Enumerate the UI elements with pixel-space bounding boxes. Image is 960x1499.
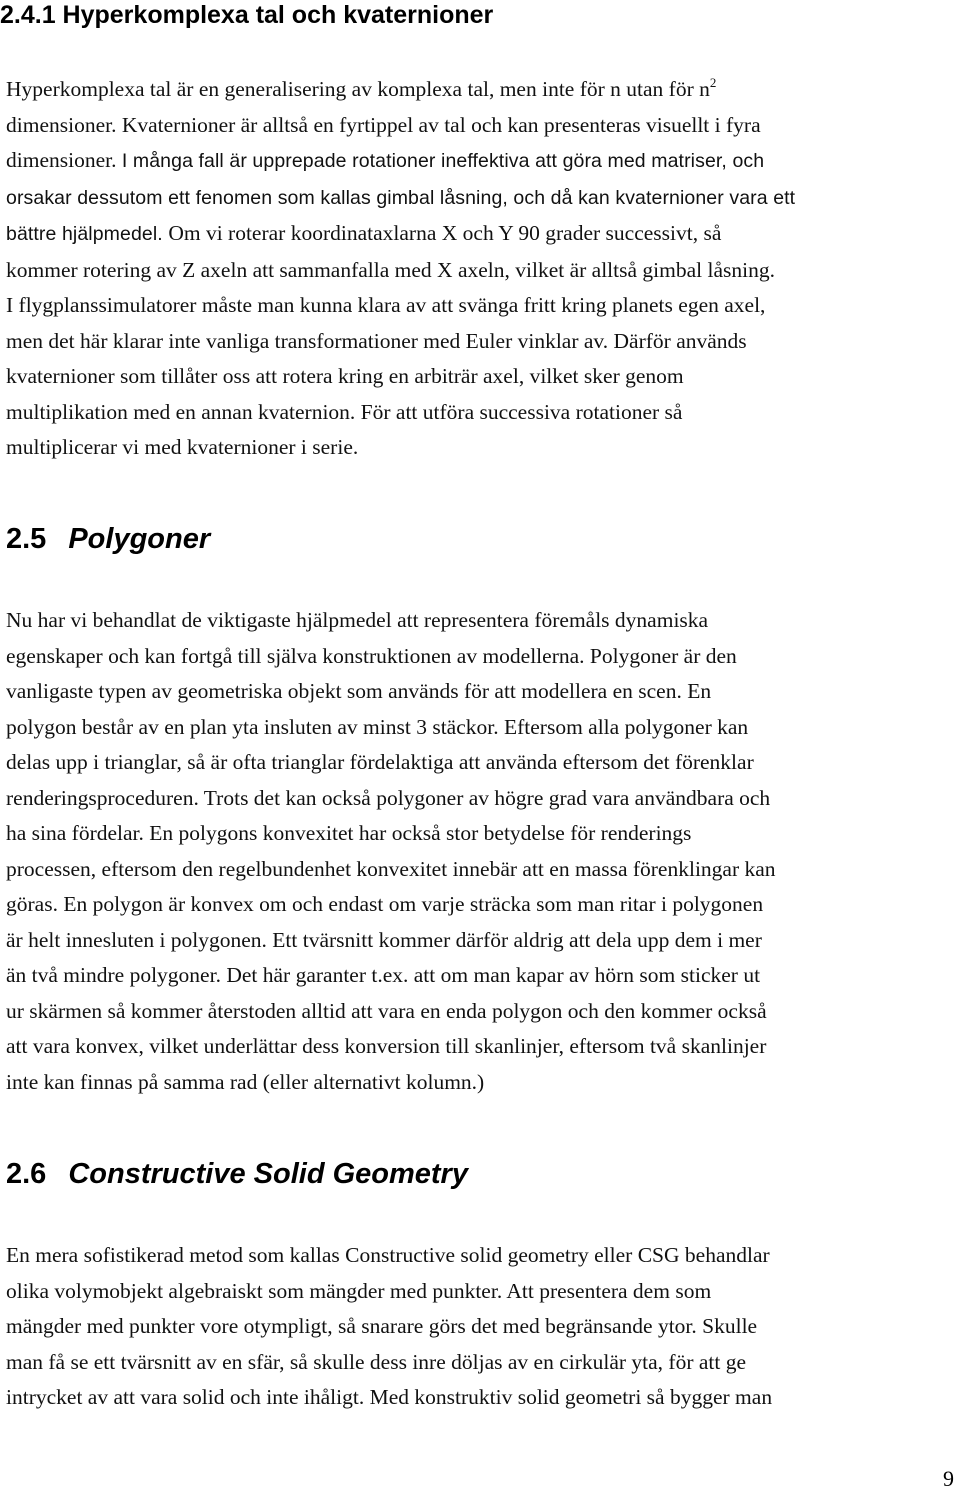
text-run: Hyperkomplexa tal är en generalisering av komplexa tal, men inte för n utan för n (6, 77, 710, 101)
text-line (6, 108, 950, 144)
paragraph-hyperkomplexa (6, 72, 950, 466)
text-line (6, 216, 950, 253)
text-line: göras. En polygon är konvex om och endast om varje sträcka som man ritar i polygonen (6, 892, 764, 916)
section-number: 2.6 (6, 1158, 47, 1190)
section-number: 2.5 (6, 523, 47, 555)
text-line (6, 288, 950, 324)
text-line: En mera sofistikerad metod som kallas Constructive solid geometry eller CSG behandlar (6, 1243, 770, 1267)
text-line: intrycket av att vara solid och inte ihåligt. Med konstruktiv solid geometri så bygger man (6, 1385, 773, 1409)
text-line: ur skärmen så kommer återstoden alltid att vara en enda polygon och den kommer också (6, 998, 767, 1023)
paragraph-csg (6, 1238, 950, 1416)
text-line (6, 359, 950, 395)
text-line: olika volymobjekt algebraiskt som mängder med punkter. Att presentera dem som (6, 1278, 712, 1303)
text-line: att vara konvex, vilket underlättar dess konversion till skanlinjer, eftersom två skanlinjer (6, 1034, 767, 1058)
text-line: Nu har vi behandlat de viktigaste hjälpmedel att representera föremåls dynamiska (6, 608, 709, 632)
section-title: Polygoner (68, 523, 211, 555)
text-line: mängder med punkter vore otympligt, så snarare görs det med begränsande ytor. Skulle (6, 1314, 758, 1338)
text-line: ha sina fördelar. En polygons konvexitet har också stor betydelse för renderings (6, 821, 692, 845)
text-line: egenskaper och kan fortgå till själva konstruktionen av modellerna. Polygoner är den (6, 643, 737, 668)
section-title: Constructive Solid Geometry (68, 1158, 468, 1190)
text-line (6, 72, 950, 108)
text-run: I flygplanssimulatorer måste man kunna klara av att svänga fritt kring planets egen axel, (6, 293, 766, 317)
paragraph-polygoner (6, 603, 950, 1100)
text-line: man få se ett tvärsnitt av en sfär, så skulle dess inre döljas av en cirkulär yta, för att ge (6, 1349, 747, 1374)
text-line: vanligaste typen av geometriska objekt som används för att modellera en scen. En (6, 679, 712, 703)
text-line (6, 324, 950, 360)
text-run: Om vi roterar koordinataxlarna X och Y 90 grader successivt, så (168, 221, 722, 245)
section-heading-2-4-1: 2.4.1 Hyperkomplexa tal och kvaternioner (0, 1, 494, 29)
page-number: 9 (943, 1466, 954, 1491)
superscript: 2 (709, 75, 717, 90)
section-heading-2-6 (6, 1156, 468, 1192)
section-heading-2-5 (6, 521, 210, 557)
text-run-sans: orsakar dessutom ett fenomen som kallas gimbal låsning, och då kan kvaternioner vara ett (6, 186, 796, 209)
text-run: kommer rotering av Z axeln att sammanfalla med X axeln, vilket är alltså gimbal låsning. (6, 257, 775, 282)
text-run: dimensioner. Kvaternioner är alltså en fyrtippel av tal och kan presenteras visuellt i fyra (6, 112, 761, 137)
text-run-sans: bättre hjälpmedel. (6, 223, 169, 245)
text-line: inte kan finnas på samma rad (eller alternativt kolumn.) (6, 1069, 485, 1094)
text-line: än två mindre polygoner. Det här garanter t.ex. att om man kapar av hörn som sticker ut (6, 963, 761, 987)
text-line: polygon består av en plan yta insluten av minst 3 stäckor. Eftersom alla polygoner kan (6, 714, 749, 739)
text-run: multiplikation med en annan kvaternion. För att utföra successiva rotationer så (6, 399, 683, 424)
text-line: delas upp i trianglar, så är ofta trianglar fördelaktiga att använda eftersom det förenklar (6, 750, 754, 774)
text-line: processen, eftersom den regelbundenhet konvexitet innebär att en massa förenklingar kan (6, 856, 776, 881)
text-line: renderingsproceduren. Trots det kan också polygoner av högre grad vara användbara och (6, 785, 771, 810)
text-run-sans: I många fall är upprepade rotationer ineffektiva att göra med matriser, och (121, 150, 765, 172)
text-run: men det här klarar inte vanliga transformationer med Euler vinklar av. Därför används (6, 328, 747, 353)
text-run: dimensioner. (6, 148, 122, 172)
text-line (6, 430, 950, 466)
text-run: kvaternioner som tillåter oss att rotera kring en arbiträr axel, vilket sker genom (6, 364, 684, 388)
text-line: är helt innesluten i polygonen. Ett tvärsnitt kommer därför aldrig att dela upp dem i mer (6, 927, 762, 952)
text-line (6, 143, 950, 180)
text-line (6, 395, 950, 431)
text-run: multiplicerar vi med kvaternioner i serie. (6, 435, 359, 459)
text-line (6, 180, 950, 217)
text-line (6, 253, 950, 289)
